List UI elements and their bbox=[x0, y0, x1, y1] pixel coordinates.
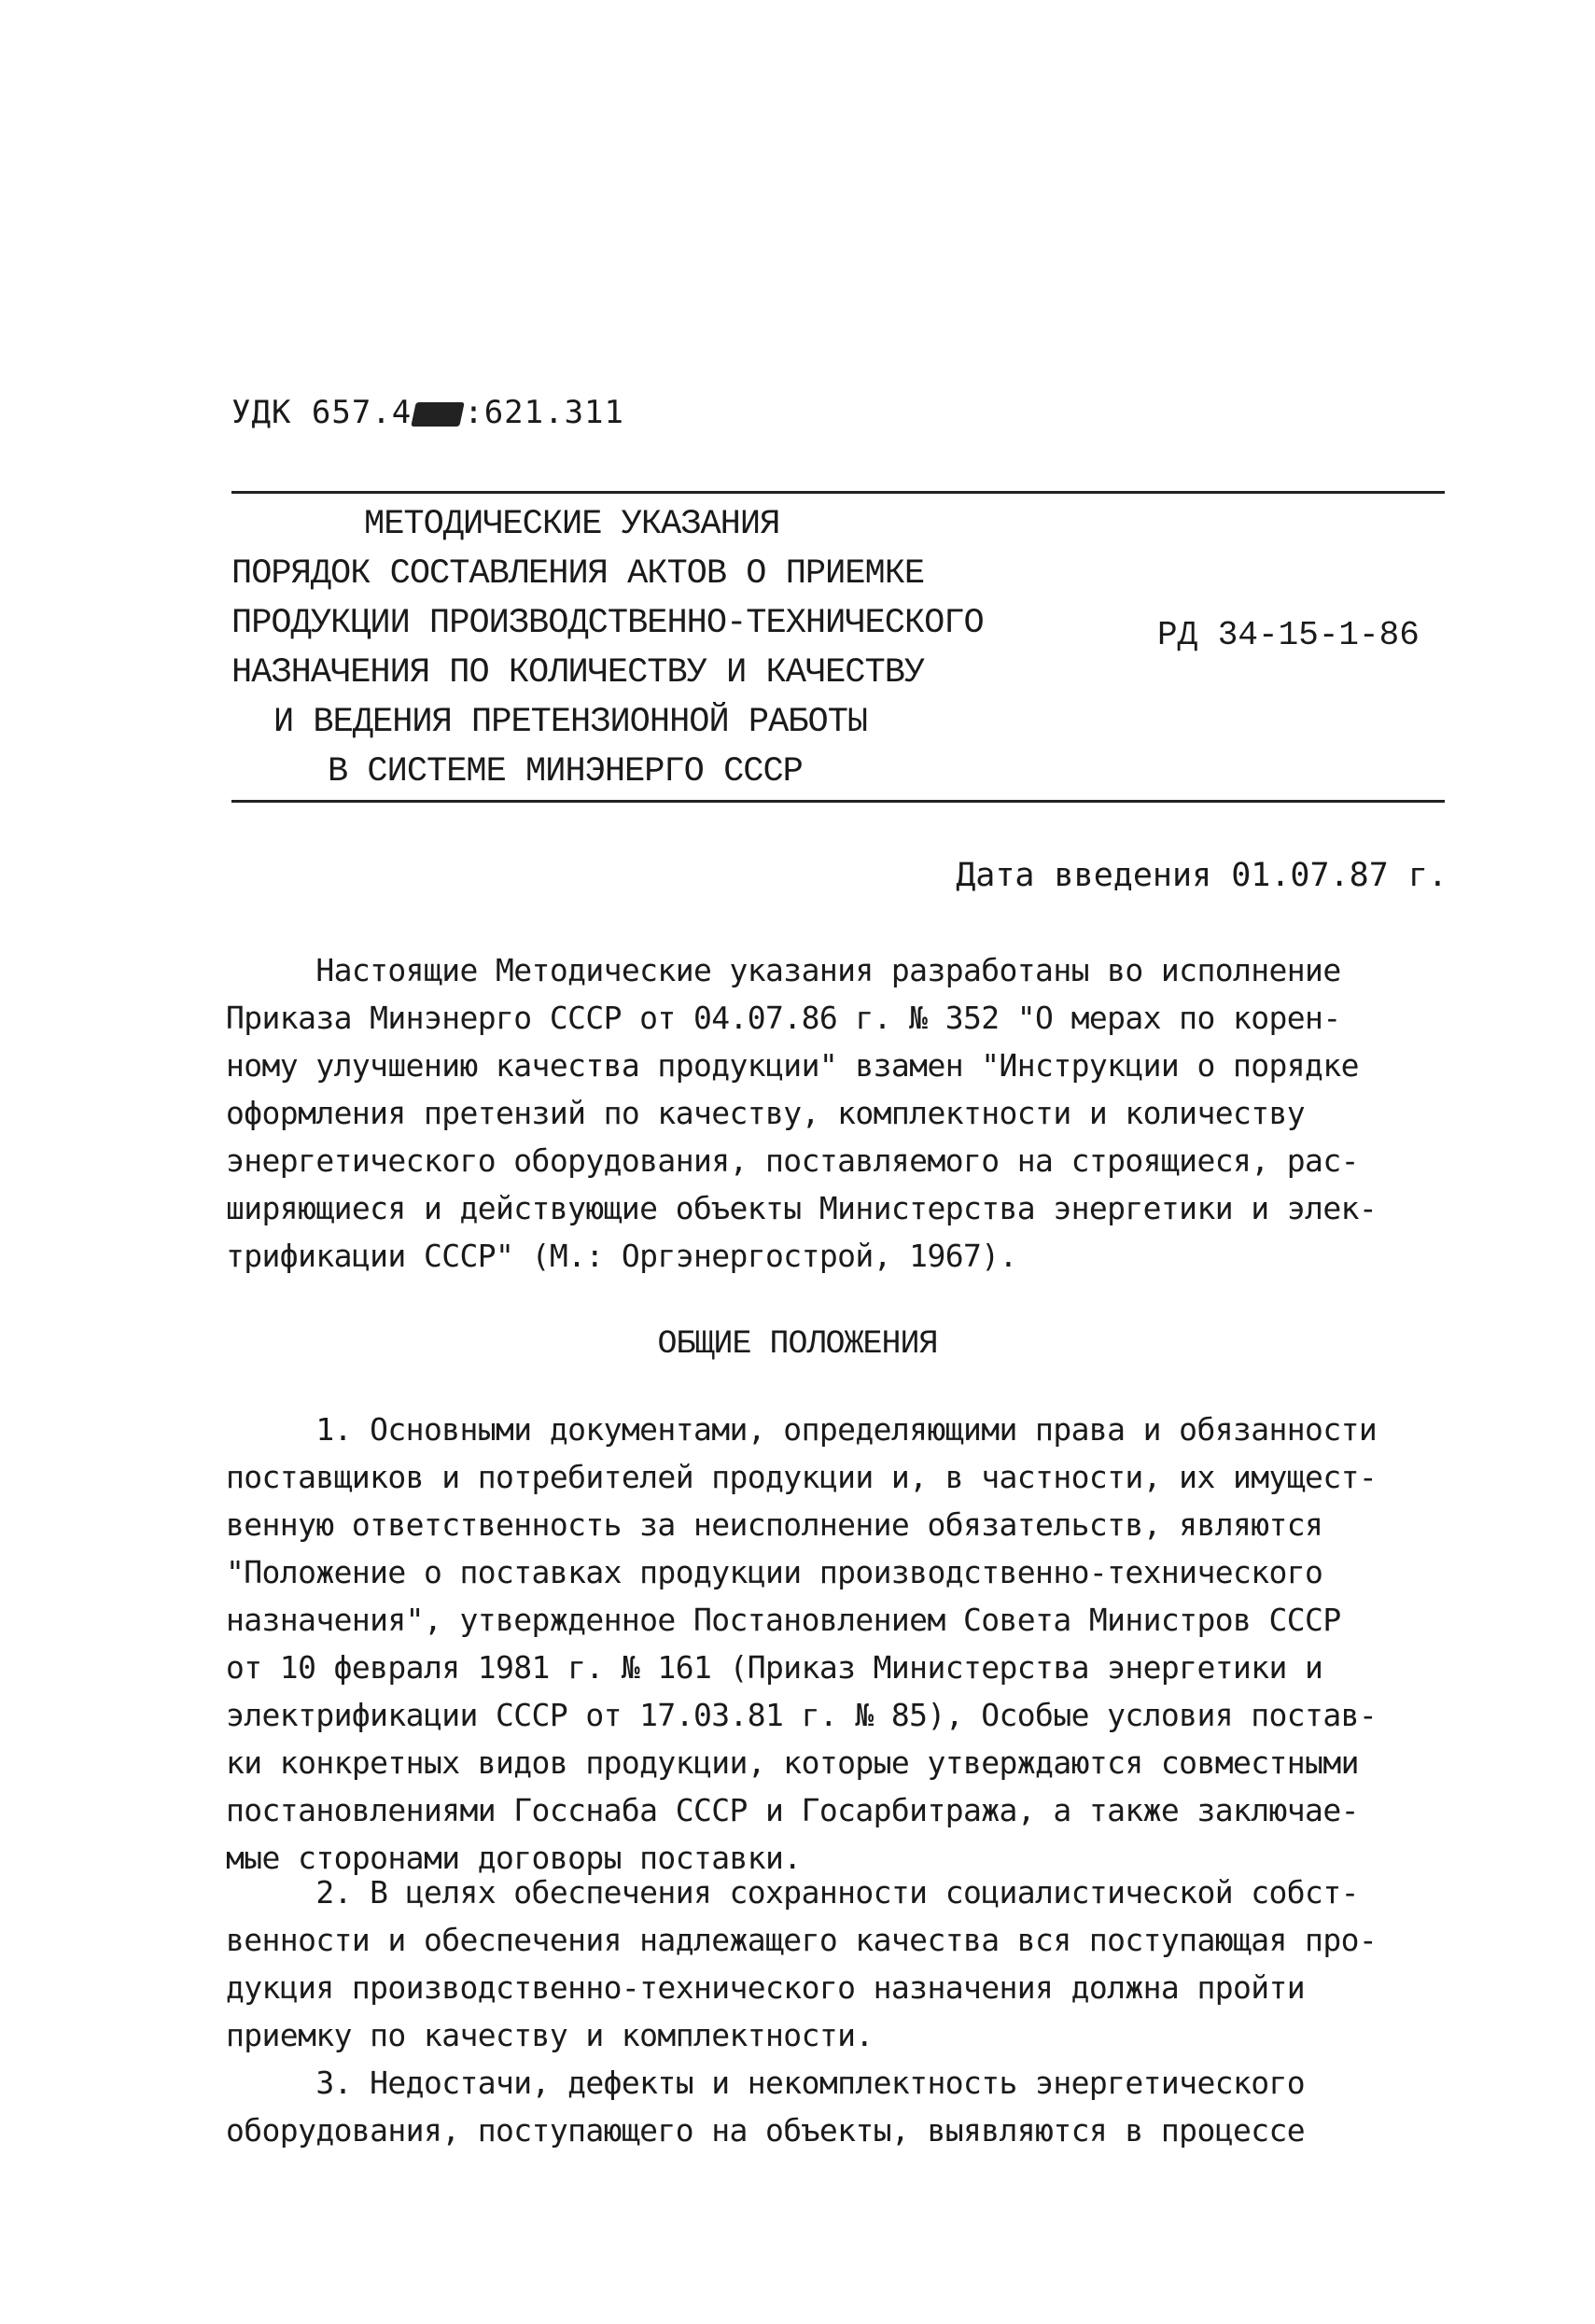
text-line: трификации СССР" (М.: Оргэнергострой, 1967). bbox=[226, 1238, 1017, 1274]
title-line: ПРОДУКЦИИ ПРОИЗВОДСТВЕННО-ТЕХНИЧЕСКОГО bbox=[231, 604, 984, 643]
text-line: Настоящие Методические указания разработаны во исполнение bbox=[226, 952, 1341, 988]
introduction-date: Дата введения 01.07.87 г. bbox=[956, 857, 1448, 894]
text-line: поставщиков и потребителей продукции и, в частности, их имущест- bbox=[226, 1459, 1378, 1495]
text-line: оформления претензий по качеству, комплектности и количеству bbox=[226, 1095, 1306, 1131]
title-line: МЕТОДИЧЕСКИЕ УКАЗАНИЯ bbox=[364, 505, 780, 544]
title-rule-bottom bbox=[231, 800, 1445, 803]
text-line: венную ответственность за неисполнение обязательств, являются bbox=[226, 1506, 1323, 1543]
title-line: В СИСТЕМЕ МИНЭНЕРГО СССР bbox=[328, 752, 803, 791]
text-line: назначения", утвержденное Постановлением Совета Министров СССР bbox=[226, 1602, 1341, 1638]
text-line: мые сторонами договоры поставки. bbox=[226, 1840, 802, 1876]
text-line: электрификации СССР от 17.03.81 г. № 85), Особые условия постав- bbox=[226, 1697, 1378, 1733]
text-line: ки конкретных видов продукции, которые утверждаются совместными bbox=[226, 1744, 1359, 1781]
udk-code bbox=[231, 394, 624, 431]
title-line: И ВЕДЕНИЯ ПРЕТЕНЗИОННОЙ РАБОТЫ bbox=[273, 703, 868, 742]
text-line: ширяющиеся и действующие объекты Министерства энергетики и элек- bbox=[226, 1190, 1378, 1226]
udk-suffix: :621.311 bbox=[464, 394, 624, 431]
text-line: ному улучшению качества продукции" взамен "Инструкции о порядке bbox=[226, 1047, 1359, 1084]
text-line: Приказа Минэнерго СССР от 04.07.86 г. № 352 "О мерах по корен- bbox=[226, 1000, 1341, 1036]
document-title bbox=[231, 500, 1053, 797]
title-line: НАЗНАЧЕНИЯ ПО КОЛИЧЕСТВУ И КАЧЕСТВУ bbox=[231, 653, 925, 693]
paragraph-1 bbox=[226, 1406, 1458, 1882]
document-code: РД 34-15-1-86 bbox=[1157, 616, 1420, 654]
text-line: постановлениями Госснаба СССР и Госарбитража, а также заключае- bbox=[226, 1792, 1359, 1828]
text-line: 1. Основными документами, определяющими права и обязанности bbox=[226, 1411, 1378, 1448]
text-line: от 10 февраля 1981 г. № 161 (Приказ Министерства энергетики и bbox=[226, 1649, 1323, 1686]
paragraph-3 bbox=[226, 2059, 1458, 2154]
udk-prefix: УДК 657.4 bbox=[231, 394, 413, 431]
text-line: венности и обеспечения надлежащего качества вся поступающая про- bbox=[226, 1922, 1378, 1958]
udk-smudge bbox=[411, 402, 465, 427]
title-rule-top bbox=[231, 491, 1445, 494]
text-line: оборудования, поступающего на объекты, выявляются в процессе bbox=[226, 2112, 1306, 2149]
intro-paragraph bbox=[226, 946, 1458, 1280]
text-line: энергетического оборудования, поставляемого на строящиеся, рас- bbox=[226, 1142, 1359, 1179]
text-line: "Положение о поставках продукции производственно-технического bbox=[226, 1554, 1323, 1590]
text-line: дукция производственно-технического назначения должна пройти bbox=[226, 1969, 1306, 2006]
text-line: 3. Недостачи, дефекты и некомплектность энергетического bbox=[226, 2065, 1306, 2101]
text-line: 2. В целях обеспечения сохранности социалистической собст- bbox=[226, 1874, 1359, 1911]
text-line: приемку по качеству и комплектности. bbox=[226, 2017, 874, 2053]
section-heading: ОБЩИЕ ПОЛОЖЕНИЯ bbox=[657, 1325, 938, 1363]
paragraph-2 bbox=[226, 1869, 1458, 2059]
title-line: ПОРЯДОК СОСТАВЛЕНИЯ АКТОВ О ПРИЕМКЕ bbox=[231, 554, 925, 594]
